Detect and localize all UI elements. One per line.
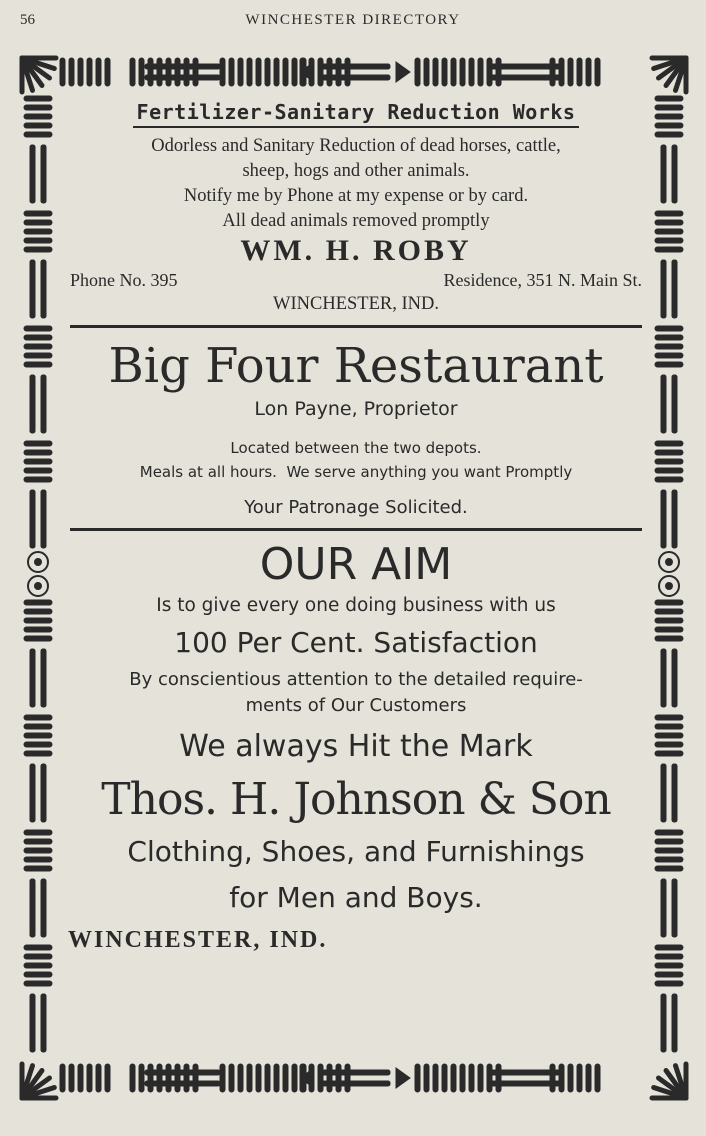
- ad-fertilizer: [62, 92, 650, 317]
- ad-johnson-satisfaction: 100 Per Cent. Satisfaction: [174, 626, 538, 659]
- ad-fertilizer-residence: Residence, 351 N. Main St.: [443, 270, 642, 290]
- ad-fertilizer-line: sheep, hogs and other animals.: [242, 161, 470, 181]
- ad-restaurant: [62, 336, 650, 520]
- ad-restaurant-meals: Meals at all hours. We serve anything you want Promptly: [139, 463, 573, 481]
- ad-johnson-city: WINCHESTER, IND.: [68, 927, 328, 953]
- ad-restaurant-title: Big Four Restaurant: [108, 338, 604, 394]
- ad-fertilizer-line: Notify me by Phone at my expense or by card.: [183, 186, 529, 206]
- ad-johnson-requirements: ments of Our Customers: [245, 695, 467, 716]
- ad-fertilizer-contact: [62, 268, 650, 292]
- divider-rule: [70, 528, 642, 531]
- ad-johnson-requirements: By conscientious attention to the detailed require-: [129, 669, 583, 690]
- ad-johnson-title: OUR AIM: [259, 539, 453, 590]
- page-number: 56: [20, 12, 35, 28]
- ad-fertilizer-name: WM. H. ROBY: [240, 234, 472, 267]
- ad-content: [62, 92, 650, 1052]
- ad-fertilizer-line: Odorless and Sanitary Reduction of dead horses, cattle,: [151, 136, 561, 156]
- ad-restaurant-proprietor: Lon Payne, Proprietor: [254, 398, 458, 420]
- running-head: WINCHESTER DIRECTORY: [245, 12, 461, 28]
- ad-fertilizer-title: Fertilizer-Sanitary Reduction Works: [133, 100, 580, 128]
- ad-restaurant-location: Located between the two depots.: [230, 439, 482, 457]
- ad-johnson-firm-name: Thos. H. Johnson & Son: [101, 774, 611, 825]
- divider-rule: [70, 325, 642, 328]
- ad-johnson-goods: for Men and Boys.: [229, 881, 483, 914]
- ad-johnson-slogan: We always Hit the Mark: [179, 729, 533, 764]
- ad-fertilizer-city: WINCHESTER, IND.: [273, 294, 439, 314]
- ad-fertilizer-phone: Phone No. 395: [70, 270, 178, 290]
- ad-johnson-line: Is to give every one doing business with us: [156, 595, 556, 616]
- ad-johnson-goods: Clothing, Shoes, and Furnishings: [127, 835, 585, 868]
- ad-fertilizer-line: All dead animals removed promptly: [222, 211, 490, 231]
- ad-johnson: [62, 539, 650, 954]
- ad-restaurant-patronage: Your Patronage Solicited.: [244, 497, 468, 518]
